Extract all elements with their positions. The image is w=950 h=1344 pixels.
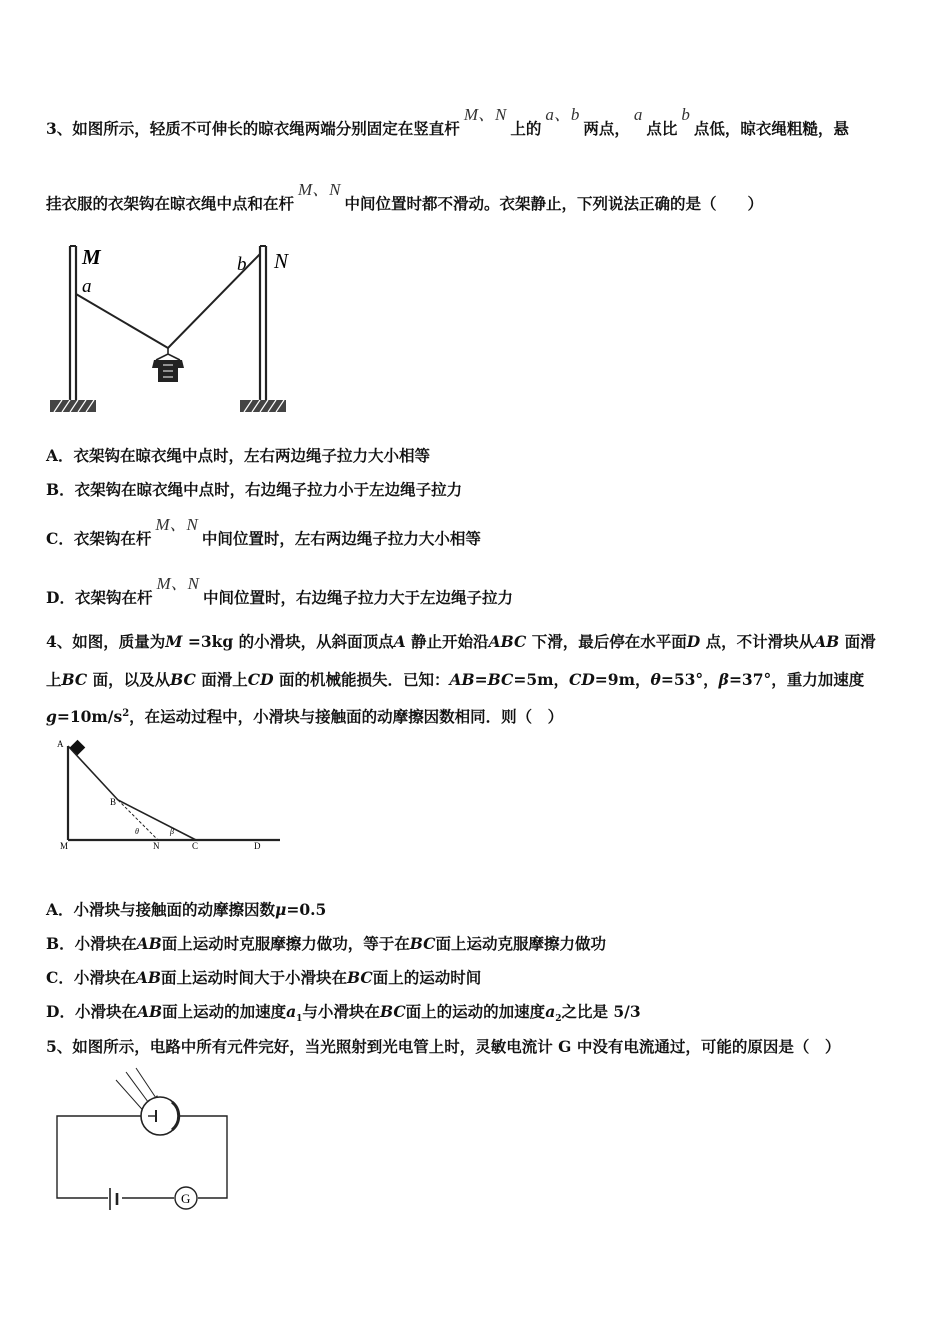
- q4-option-c[interactable]: C．小滑块在AB面上运动时间大于小滑块在BC面上的运动时间: [46, 968, 482, 987]
- q3-option-c[interactable]: C．衣架钩在杆M、N中间位置时，左右两边绳子拉力大小相等: [46, 515, 481, 548]
- battery-icon: [108, 1188, 122, 1210]
- label-A: A: [57, 739, 64, 749]
- label-N: N: [153, 841, 160, 851]
- right-base: [240, 400, 286, 412]
- q3-stem-line1: 3、如图所示，轻质不可伸长的晾衣绳两端分别固定在竖直杆M、N上的a、b两点，a点比b点低，晾衣绳粗糙，悬: [46, 105, 849, 138]
- label-C: C: [192, 841, 199, 851]
- q4-stem-line2: 上BC 面，以及从BC 面滑上CD 面的机械能损失．已知：AB=BC=5m，CD=9m，θ=53°，β=37°，重力加速度: [46, 670, 865, 689]
- clothesline-rope: [76, 254, 260, 348]
- label-theta: θ: [135, 827, 139, 836]
- label-b: b: [237, 254, 247, 275]
- label-D: D: [254, 841, 261, 851]
- label-B: B: [110, 797, 117, 807]
- galvanometer-icon: [175, 1187, 197, 1209]
- slope-ab: [68, 746, 118, 800]
- q5-circuit-figure: [52, 1064, 238, 1220]
- q3-option-a[interactable]: A．衣架钩在晾衣绳中点时，左右两边绳子拉力大小相等: [46, 446, 431, 465]
- label-N: N: [274, 249, 289, 273]
- left-base: [50, 400, 96, 412]
- slider-block: [70, 740, 86, 756]
- meter-label: G: [181, 1191, 191, 1206]
- label-M: M: [60, 841, 69, 851]
- label-M: M: [82, 245, 101, 269]
- q4-option-d[interactable]: D．小滑块在AB面上运动的加速度$a_1$与小滑块在BC面上的运动的加速度$a_2$之比是 5/3: [46, 1002, 641, 1025]
- q3-var-ab: a、b: [545, 105, 580, 124]
- q4-option-b[interactable]: B．小滑块在AB面上运动时克服摩擦力做功，等于在BC面上运动克服摩擦力做功: [46, 934, 607, 953]
- label-a: a: [82, 276, 92, 297]
- q3-var-a: a: [633, 105, 643, 124]
- slope-bc: [118, 800, 196, 840]
- shirt-hanger-icon: [152, 348, 184, 382]
- q3-clothesline-figure: [44, 238, 306, 424]
- q4-stem-line1: 4、如图，质量为M =3kg 的小滑块，从斜面顶点A 静止开始沿ABC 下滑，最后停在水平面D 点，不计滑块从AB 面滑: [46, 632, 876, 651]
- label-beta: β: [170, 827, 174, 836]
- q5-stem: 5、如图所示，电路中所有元件完好，当光照射到光电管上时，灵敏电流计 G 中没有电流通过，可能的原因是（ ）: [46, 1037, 841, 1056]
- q4-stem-line3: $g=10m/s^2$，在运动过程中，小滑块与接触面的动摩擦因数相同．则（ ）: [46, 707, 564, 726]
- q3-var-mn: M、N: [463, 105, 507, 124]
- q3-stem-line2: 挂衣服的衣架钩在晾衣绳中点和在杆M、N中间位置时都不滑动。衣架静止，下列说法正确的是（ ）: [46, 180, 764, 213]
- q4-option-a[interactable]: A．小滑块与接触面的动摩擦因数μ=0.5: [46, 900, 327, 919]
- q3-var-b: b: [681, 105, 690, 124]
- q4-incline-figure: [50, 736, 286, 856]
- q3-option-b[interactable]: B．衣架钩在晾衣绳中点时，右边绳子拉力小于左边绳子拉力: [46, 480, 463, 499]
- q3-option-d[interactable]: D．衣架钩在杆M、N中间位置时，右边绳子拉力大于左边绳子拉力: [46, 574, 513, 607]
- phototube-icon: [141, 1097, 179, 1135]
